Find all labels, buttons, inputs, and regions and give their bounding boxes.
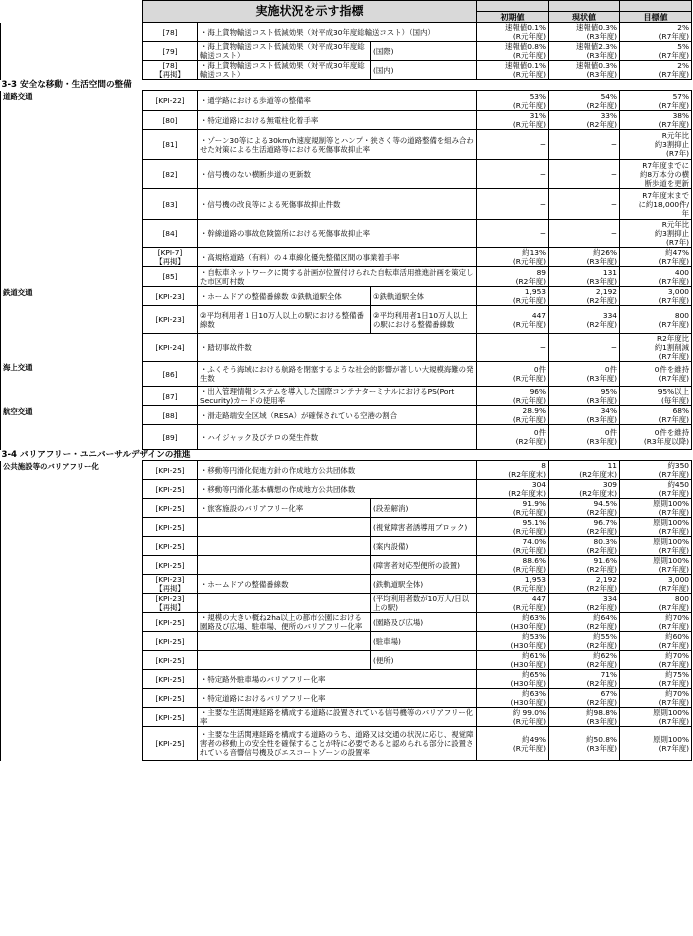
indicator-description: ・ホームドアの整備番線数 ①鉄軌道駅全体: [198, 287, 371, 306]
initial-value: 447 (R元年度): [477, 594, 549, 613]
table-row: [1, 406, 692, 425]
indicator-id: [KPI-22]: [143, 91, 198, 111]
current-value: 約26% (R3年度): [549, 248, 620, 267]
target-value: 原則100% (R7年度): [620, 537, 692, 556]
current-value: 約50.8% (R3年度): [549, 727, 620, 761]
initial-value: 約63% (H30年度): [477, 613, 549, 632]
indicator-id: [KPI-25]: [143, 708, 198, 727]
target-value: R7年度末まで に約18,000件/ 年: [620, 189, 692, 220]
initial-value: −: [477, 160, 549, 189]
current-value: 80.3% (R2年度): [549, 537, 620, 556]
current-value: 約98.8% (R3年度): [549, 708, 620, 727]
initial-value: 約65% (H30年度): [477, 670, 549, 689]
indicator-subcategory: (園路及び広場): [371, 613, 477, 632]
current-value: 95% (R3年度): [549, 387, 620, 406]
header-target: 目標値: [620, 12, 692, 23]
indicator-description: ・主要な生活関連経路を構成する道路に設置されている信号機等のバリアフリー化率: [198, 708, 477, 727]
indicator-subcategory: (便所): [371, 651, 477, 670]
current-value: 94.5% (R2年度): [549, 499, 620, 518]
indicator-description: ・通学路における歩道等の整備率: [198, 91, 477, 111]
category-label: 海上交通: [1, 362, 143, 406]
indicator-id: [KPI-25]: [143, 670, 198, 689]
indicator-description: [198, 518, 371, 537]
indicator-id: [82]: [143, 160, 198, 189]
current-value: 2,192 (R2年度): [549, 575, 620, 594]
target-value: 0件を維持 (R3年度以降): [620, 425, 692, 450]
indicator-subcategory: (国内): [371, 61, 477, 80]
current-value: 309 (R2年度末): [549, 480, 620, 499]
indicator-subcategory: (視覚障害者誘導用ブロック): [371, 518, 477, 537]
indicator-description: ・海上貨物輸送コスト低減効果（対平成30年度総輸送コスト）: [198, 42, 371, 61]
indicator-description: ・自転車ネットワークに関する計画が位置付けられた自転車活用推進計画を策定した市区町村数: [198, 267, 477, 287]
initial-value: 74.0% (R元年度): [477, 537, 549, 556]
initial-value: 約63% (H30年度): [477, 689, 549, 708]
current-value: 91.6% (R2年度): [549, 556, 620, 575]
indicator-id: [KPI-25]: [143, 461, 198, 480]
indicator-description: ・海上貨物輸送コスト低減効果（対平成30年度総輸送コスト）（国内）: [198, 23, 477, 42]
indicator-description: [198, 556, 371, 575]
indicator-subcategory: (平均利用者数が10万人/日以上の駅): [371, 594, 477, 613]
current-value: 54% (R2年度): [549, 91, 620, 111]
target-value: 原則100% (R7年度): [620, 708, 692, 727]
table-row: [1, 461, 692, 480]
target-value: 95%以上 (毎年度): [620, 387, 692, 406]
indicator-id: [KPI-23]: [143, 287, 198, 306]
indicator-id: [78]: [143, 23, 198, 42]
initial-value: 95.1% (R元年度): [477, 518, 549, 537]
initial-value: 0件 (R2年度): [477, 425, 549, 450]
indicator-id: [KPI-25]: [143, 556, 198, 575]
category-label: [1, 23, 143, 80]
indicator-id: [KPI-25]: [143, 499, 198, 518]
target-value: 原則100% (R7年度): [620, 518, 692, 537]
indicator-description: ・滑走路端安全区域（RESA）が確保されている空港の割合: [198, 406, 477, 425]
target-value: 約70% (R7年度): [620, 613, 692, 632]
indicator-id: [KPI-24]: [143, 334, 198, 362]
current-value: −: [549, 189, 620, 220]
indicator-id: [KPI-7] 【再掲】: [143, 248, 198, 267]
target-value: 約450 (R7年度): [620, 480, 692, 499]
indicator-subcategory: (駐車場): [371, 632, 477, 651]
current-value: 速報値0.3% (R3年度): [549, 61, 620, 80]
current-value: 速報値0.3% (R3年度): [549, 23, 620, 42]
current-value: 約62% (R2年度): [549, 651, 620, 670]
current-value: 34% (R3年度): [549, 406, 620, 425]
indicator-id: [87]: [143, 387, 198, 406]
current-value: 11 (R2年度末): [549, 461, 620, 480]
indicator-subcategory: ①鉄軌道駅全体: [371, 287, 477, 306]
section-heading-row: [1, 450, 692, 461]
current-value: 71% (R2年度): [549, 670, 620, 689]
current-value: 約55% (R2年度): [549, 632, 620, 651]
indicator-subcategory: (国際): [371, 42, 477, 61]
table-row: [1, 23, 692, 42]
indicator-description: ・幹線道路の事故危険箇所における死傷事故抑止率: [198, 220, 477, 248]
indicator-id: [KPI-23] 【再掲】: [143, 594, 198, 613]
indicator-description: [198, 632, 371, 651]
indicator-description: ・海上貨物輸送コスト低減効果（対平成30年度総輸送コスト）: [198, 61, 371, 80]
initial-value: 約 99.0% (R元年度): [477, 708, 549, 727]
target-value: 原則100% (R7年度): [620, 727, 692, 761]
initial-value: 304 (R2年度末): [477, 480, 549, 499]
target-value: 約47% (R7年度): [620, 248, 692, 267]
indicator-id: [81]: [143, 130, 198, 160]
initial-value: 約53% (H30年度): [477, 632, 549, 651]
target-value: 68% (R7年度): [620, 406, 692, 425]
target-value: 約70% (R7年度): [620, 651, 692, 670]
initial-value: −: [477, 189, 549, 220]
current-value: 33% (R2年度): [549, 111, 620, 130]
indicator-subcategory: (障害者対応型便所の設置): [371, 556, 477, 575]
category-label: 公共施設等のバリアフリー化: [1, 461, 143, 761]
initial-value: 91.9% (R元年度): [477, 499, 549, 518]
indicator-description: ・ふくそう海域における航路を閉塞するような社会的影響が著しい大規模海難の発生数: [198, 362, 477, 387]
current-value: 131 (R3年度): [549, 267, 620, 287]
indicator-description: ・高規格道路（有料）の４車線化優先整備区間の事業着手率: [198, 248, 477, 267]
section-heading: 3-3 安全な移動・生活空間の整備: [1, 80, 132, 90]
current-value: −: [549, 160, 620, 189]
initial-value: 約49% (R元年度): [477, 727, 549, 761]
target-value: 約75% (R7年度): [620, 670, 692, 689]
initial-value: 89 (R2年度): [477, 267, 549, 287]
target-value: 400 (R7年度): [620, 267, 692, 287]
indicator-id: [83]: [143, 189, 198, 220]
target-value: R2年度比 約1割削減 (R7年度): [620, 334, 692, 362]
indicator-id: [84]: [143, 220, 198, 248]
current-value: −: [549, 130, 620, 160]
indicator-subcategory: (鉄軌道駅全体): [371, 575, 477, 594]
target-value: 2% (R7年度): [620, 61, 692, 80]
indicator-id: [80]: [143, 111, 198, 130]
current-value: 約64% (R2年度): [549, 613, 620, 632]
initial-value: 53% (R元年度): [477, 91, 549, 111]
indicator-subcategory: (案内設備): [371, 537, 477, 556]
table-header: [1, 1, 692, 12]
current-value: 67% (R2年度): [549, 689, 620, 708]
indicator-description: ・信号機のない横断歩道の更新数: [198, 160, 477, 189]
indicator-description: ・ハイジャック及びテロの発生件数: [198, 425, 477, 450]
current-value: 96.7% (R2年度): [549, 518, 620, 537]
indicator-description: ・信号機の改良等による死傷事故抑止件数: [198, 189, 477, 220]
section-heading: 3-4 バリアフリー・ユニバーサルデザインの推進: [1, 450, 191, 460]
target-value: R7年度までに 約8万本分の横 断歩道を更新: [620, 160, 692, 189]
indicator-description: ②平均利用者１日10万人以上の駅における整備番線数: [198, 306, 371, 334]
initial-value: 8 (R2年度末): [477, 461, 549, 480]
indicator-description: ・踏切事故件数: [198, 334, 477, 362]
indicator-description: ・特定道路におけるバリアフリー化率: [198, 689, 477, 708]
indicator-id: [KPI-25]: [143, 689, 198, 708]
header-initial: 初期値: [477, 12, 549, 23]
current-value: −: [549, 220, 620, 248]
target-value: 38% (R7年度): [620, 111, 692, 130]
indicator-subcategory: (段差解消): [371, 499, 477, 518]
target-value: 約60% (R7年度): [620, 632, 692, 651]
initial-value: 約13% (R元年度): [477, 248, 549, 267]
initial-value: −: [477, 220, 549, 248]
indicator-id: [86]: [143, 362, 198, 387]
indicator-description: ・規模の大きい概ね2ha以上の都市公園における園路及び広場、駐車場、便所のバリアフリー化率: [198, 613, 371, 632]
target-value: 3,000 (R7年度): [620, 575, 692, 594]
indicator-id: [KPI-25]: [143, 613, 198, 632]
indicator-id: [89]: [143, 425, 198, 450]
initial-value: 約61% (H30年度): [477, 651, 549, 670]
indicator-id: [KPI-25]: [143, 651, 198, 670]
table-row: [1, 287, 692, 306]
target-value: 原則100% (R7年度): [620, 499, 692, 518]
indicator-description: [198, 537, 371, 556]
table-row: [1, 362, 692, 387]
indicator-id: [85]: [143, 267, 198, 287]
target-value: 0件を維持 (R7年度): [620, 362, 692, 387]
target-value: 5% (R7年度): [620, 42, 692, 61]
current-value: 0件 (R3年度): [549, 362, 620, 387]
indicator-description: ・移動等円滑化基本構想の作成地方公共団体数: [198, 480, 477, 499]
indicator-id: [KPI-25]: [143, 727, 198, 761]
indicator-description: ・特定路外駐車場のバリアフリー化率: [198, 670, 477, 689]
current-value: 速報値2.3% (R3年度): [549, 42, 620, 61]
target-value: 約350 (R7年度): [620, 461, 692, 480]
initial-value: −: [477, 334, 549, 362]
target-value: R元年比 約3割抑止 (R7年): [620, 130, 692, 160]
initial-value: 速報値0.1% (R元年度): [477, 23, 549, 42]
target-value: R元年比 約3割抑止 (R7年): [620, 220, 692, 248]
header-title: 実施状況を示す指標: [143, 1, 477, 23]
initial-value: 速報値0.1% (R元年度): [477, 61, 549, 80]
initial-value: 28.9% (R元年度): [477, 406, 549, 425]
target-value: 約70% (R7年度): [620, 689, 692, 708]
indicator-subcategory: ②平均利用者1日10万人以上の駅における整備番線数: [371, 306, 477, 334]
category-label: 道路交通: [1, 91, 143, 287]
indicator-id: [KPI-25]: [143, 632, 198, 651]
initial-value: 96% (R元年度): [477, 387, 549, 406]
indicator-id: [KPI-25]: [143, 480, 198, 499]
indicator-id: [79]: [143, 42, 198, 61]
current-value: 334 (R2年度): [549, 594, 620, 613]
target-value: 800 (R7年度): [620, 306, 692, 334]
table-row: [1, 91, 692, 111]
initial-value: 447 (R元年度): [477, 306, 549, 334]
indicator-description: ・出入管理情報システムを導入した国際コンテナターミナルにおけるPS(Port Security)カードの使用率: [198, 387, 477, 406]
header-current: 現状値: [549, 12, 620, 23]
initial-value: 0件 (R元年度): [477, 362, 549, 387]
current-value: −: [549, 334, 620, 362]
indicator-description: ・主要な生活関連経路を構成する道路のうち、道路又は交通の状況に応じ、視覚障害者の移動上の安全性を確保することが特に必要であると認められる部分に設置されている音響信号機及びエスコートゾーンの設置率: [198, 727, 477, 761]
target-value: 2% (R7年度): [620, 23, 692, 42]
category-label: 航空交通: [1, 406, 143, 450]
indicator-id: [KPI-25]: [143, 537, 198, 556]
indicator-description: ・旅客施設のバリアフリー化率: [198, 499, 371, 518]
initial-value: 速報値0.8% (R元年度): [477, 42, 549, 61]
target-value: 原則100% (R7年度): [620, 556, 692, 575]
indicator-id: [KPI-23]: [143, 306, 198, 334]
category-label: 鉄道交通: [1, 287, 143, 362]
target-value: 3,000 (R7年度): [620, 287, 692, 306]
initial-value: 31% (R元年度): [477, 111, 549, 130]
indicator-id: [KPI-23] 【再掲】: [143, 575, 198, 594]
current-value: 334 (R2年度): [549, 306, 620, 334]
indicator-description: [198, 594, 371, 613]
current-value: 0件 (R3年度): [549, 425, 620, 450]
indicator-description: ・ホームドアの整備番線数: [198, 575, 371, 594]
indicator-description: ・ゾーン30等による30km/h速度規制等とハンプ・狭さく等の道路整備を組み合わせた対策による生活道路等における死傷事故抑止率: [198, 130, 477, 160]
initial-value: 88.6% (R元年度): [477, 556, 549, 575]
section-heading-row: [1, 80, 692, 91]
indicator-description: [198, 651, 371, 670]
initial-value: −: [477, 130, 549, 160]
target-value: 800 (R7年度): [620, 594, 692, 613]
indicator-id: [KPI-25]: [143, 518, 198, 537]
indicator-id: [88]: [143, 406, 198, 425]
target-value: 57% (R7年度): [620, 91, 692, 111]
current-value: 2,192 (R2年度): [549, 287, 620, 306]
initial-value: 1,953 (R元年度): [477, 287, 549, 306]
indicator-description: ・特定道路における無電柱化着手率: [198, 111, 477, 130]
indicator-description: ・移動等円滑化促進方針の作成地方公共団体数: [198, 461, 477, 480]
initial-value: 1,953 (R元年度): [477, 575, 549, 594]
indicator-id: [78] 【再掲】: [143, 61, 198, 80]
